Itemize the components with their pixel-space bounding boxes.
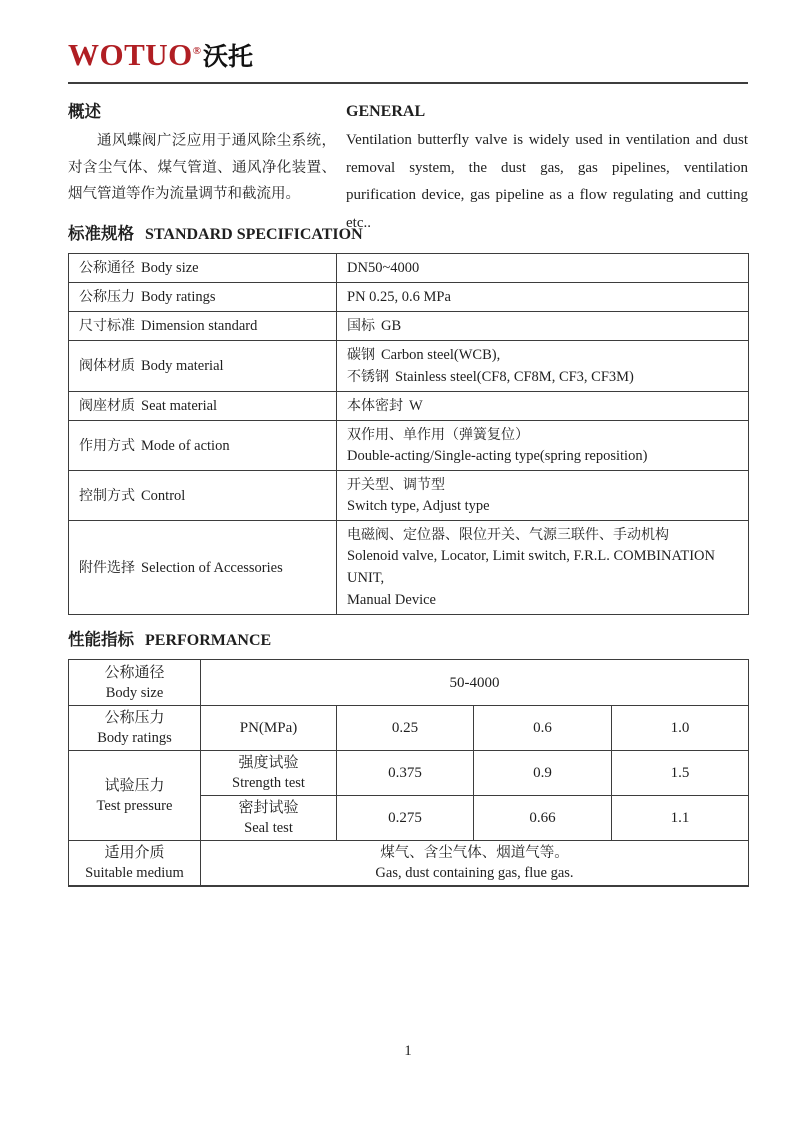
overview-paragraph-zh: 通风蝶阀广泛应用于通风除尘系统，对含尘气体、煤气管道、通风净化装置、烟气管道等作为流量调节和截流用。 <box>68 133 336 202</box>
spec-value-en: Switch type, Adjust type <box>347 498 490 514</box>
spec-table-row <box>69 521 749 615</box>
overview-heading-zh: 概述 <box>68 103 101 121</box>
body-ratings-label-zh: 公称压力 <box>104 709 165 726</box>
perf-row-medium <box>69 841 749 887</box>
spec-label-en: Body ratings <box>141 289 216 305</box>
spec-label-en: Selection of Accessories <box>141 559 283 576</box>
spec-label-cell <box>69 521 337 615</box>
spec-value-cell <box>337 341 749 392</box>
spec-value-cell <box>337 392 749 421</box>
body-ratings-label-en: Body ratings <box>97 730 172 746</box>
spec-label-en: Body size <box>141 260 199 276</box>
strength-value-cell: 0.375 <box>337 751 474 796</box>
spec-table-row <box>69 392 749 421</box>
spec-table <box>68 253 749 615</box>
spec-value-en: Stainless steel(CF8, CF8M, CF3, CF3M) <box>395 369 634 385</box>
brand-name-zh: 沃托 <box>203 43 254 71</box>
spec-value-cell <box>337 312 749 341</box>
spec-label-cell <box>69 392 337 421</box>
spec-table-row <box>69 421 749 471</box>
spec-table-row <box>69 312 749 341</box>
pn-unit-cell: PN(MPa) <box>201 706 337 751</box>
spec-label-cell <box>69 471 337 521</box>
spec-label-en: Body material <box>141 358 224 374</box>
spec-value-zh: 开关型、调节型 <box>347 476 445 492</box>
brand-name-en: WOTUO <box>68 37 193 72</box>
seal-test-label-zh: 密封试验 <box>238 799 299 816</box>
intro-section <box>68 101 748 231</box>
spec-table-row <box>69 471 749 521</box>
medium-label-zh: 适用介质 <box>104 844 165 861</box>
pn-value-cell: 0.25 <box>337 706 474 751</box>
spec-value-en: Manual Device <box>347 592 436 608</box>
spec-label-cell <box>69 283 337 312</box>
spec-label-zh: 附件选择 <box>79 558 135 575</box>
pn-value-cell: 0.6 <box>474 706 612 751</box>
strength-value-cell: 0.9 <box>474 751 612 796</box>
spec-value-en: Carbon steel(WCB), <box>381 347 501 363</box>
spec-heading-zh: 标准规格 <box>68 225 134 243</box>
overview-column-zh <box>68 101 336 209</box>
medium-label-en: Suitable medium <box>85 865 184 881</box>
overview-paragraph-en: Ventilation butterfly valve is widely used in ventilation and dust removal system, the dust gas, gas pipelines, ventilation purification device, gas pipeline as a flow regulating and cutting etc.. <box>346 132 748 231</box>
spec-label-zh: 尺寸标准 <box>79 317 135 333</box>
spec-value-zh: 双作用、单作用（弹簧复位） <box>347 426 529 442</box>
spec-value-en: Solenoid valve, Locator, Limit switch, F.R.L. COMBINATION UNIT, <box>347 548 715 586</box>
perf-heading-en: PERFORMANCE <box>145 632 272 649</box>
spec-label-en: Seat material <box>141 398 218 414</box>
body-size-label-cell <box>69 660 201 706</box>
spec-label-zh: 控制方式 <box>79 486 135 503</box>
spec-label-zh: 阀体材质 <box>79 357 135 373</box>
medium-value-cell <box>201 841 749 887</box>
medium-label-cell <box>69 841 201 887</box>
spec-value-text: PN 0.25, 0.6 MPa <box>347 289 451 305</box>
spec-label-cell <box>69 341 337 392</box>
spec-table-row <box>69 283 749 312</box>
pn-value-cell: 1.0 <box>612 706 749 751</box>
spec-label-cell <box>69 254 337 283</box>
spec-value-cell <box>337 254 749 283</box>
perf-row-body-size <box>69 660 749 706</box>
spec-value-en: GB <box>381 318 402 334</box>
seal-value-cell: 0.275 <box>337 796 474 841</box>
registered-trademark-symbol: ® <box>192 45 202 57</box>
spec-label-en: Dimension standard <box>141 318 258 334</box>
test-pressure-label-cell <box>69 751 201 841</box>
spec-value-en: Double-acting/Single-acting type(spring reposition) <box>347 448 648 464</box>
perf-row-body-ratings <box>69 706 749 751</box>
spec-value-zh: 国标 <box>347 317 375 333</box>
spec-value-text: DN50~4000 <box>347 260 420 276</box>
overview-column-en <box>336 101 748 231</box>
strength-test-label-en: Strength test <box>232 775 305 791</box>
spec-label-zh: 阀座材质 <box>79 397 135 413</box>
spec-label-cell <box>69 312 337 341</box>
seal-test-label-cell <box>201 796 337 841</box>
spec-label-en: Mode of action <box>141 437 230 454</box>
overview-heading-en: GENERAL <box>346 103 426 120</box>
spec-value-zh: 本体密封 <box>347 397 403 413</box>
body-size-value-cell: 50-4000 <box>201 660 749 706</box>
spec-table-row <box>69 254 749 283</box>
spec-value-cell <box>337 521 749 615</box>
spec-value-zh: 电磁阀、定位器、限位开关、气源三联件、手动机构 <box>347 526 669 542</box>
spec-value-en: W <box>409 398 423 414</box>
spec-heading-en: STANDARD SPECIFICATION <box>145 226 363 243</box>
spec-value-cell <box>337 471 749 521</box>
perf-section-heading <box>68 629 748 652</box>
test-pressure-label-en: Test pressure <box>96 797 173 814</box>
strength-value-cell: 1.5 <box>612 751 749 796</box>
seal-value-cell: 0.66 <box>474 796 612 841</box>
seal-test-label-en: Seal test <box>244 820 293 836</box>
seal-value-cell: 1.1 <box>612 796 749 841</box>
strength-test-label-zh: 强度试验 <box>238 754 299 771</box>
spec-label-cell <box>69 421 337 471</box>
test-pressure-label-zh: 试验压力 <box>104 776 165 794</box>
spec-label-zh: 公称通径 <box>79 259 135 275</box>
body-size-label-en: Body size <box>105 684 164 701</box>
perf-heading-zh: 性能指标 <box>68 631 134 649</box>
spec-table-row <box>69 341 749 392</box>
spec-label-en: Control <box>141 487 186 504</box>
body-ratings-label-cell <box>69 706 201 751</box>
spec-value-zh: 不锈钢 <box>347 368 389 384</box>
body-size-label-zh: 公称通径 <box>104 663 165 681</box>
spec-value-cell <box>337 421 749 471</box>
medium-value-zh: 煤气、含尘气体、烟道气等。 <box>380 845 569 861</box>
spec-label-zh: 作用方式 <box>79 436 135 453</box>
medium-value-en: Gas, dust containing gas, flue gas. <box>375 865 574 881</box>
spec-value-zh: 碳钢 <box>347 346 375 362</box>
spec-value-cell <box>337 283 749 312</box>
header-divider <box>68 82 748 84</box>
brand-logo <box>68 38 748 79</box>
perf-row-strength-test <box>69 751 749 796</box>
strength-test-label-cell <box>201 751 337 796</box>
performance-table <box>68 659 749 887</box>
spec-label-zh: 公称压力 <box>79 288 135 304</box>
page-number: 1 <box>404 1043 412 1059</box>
